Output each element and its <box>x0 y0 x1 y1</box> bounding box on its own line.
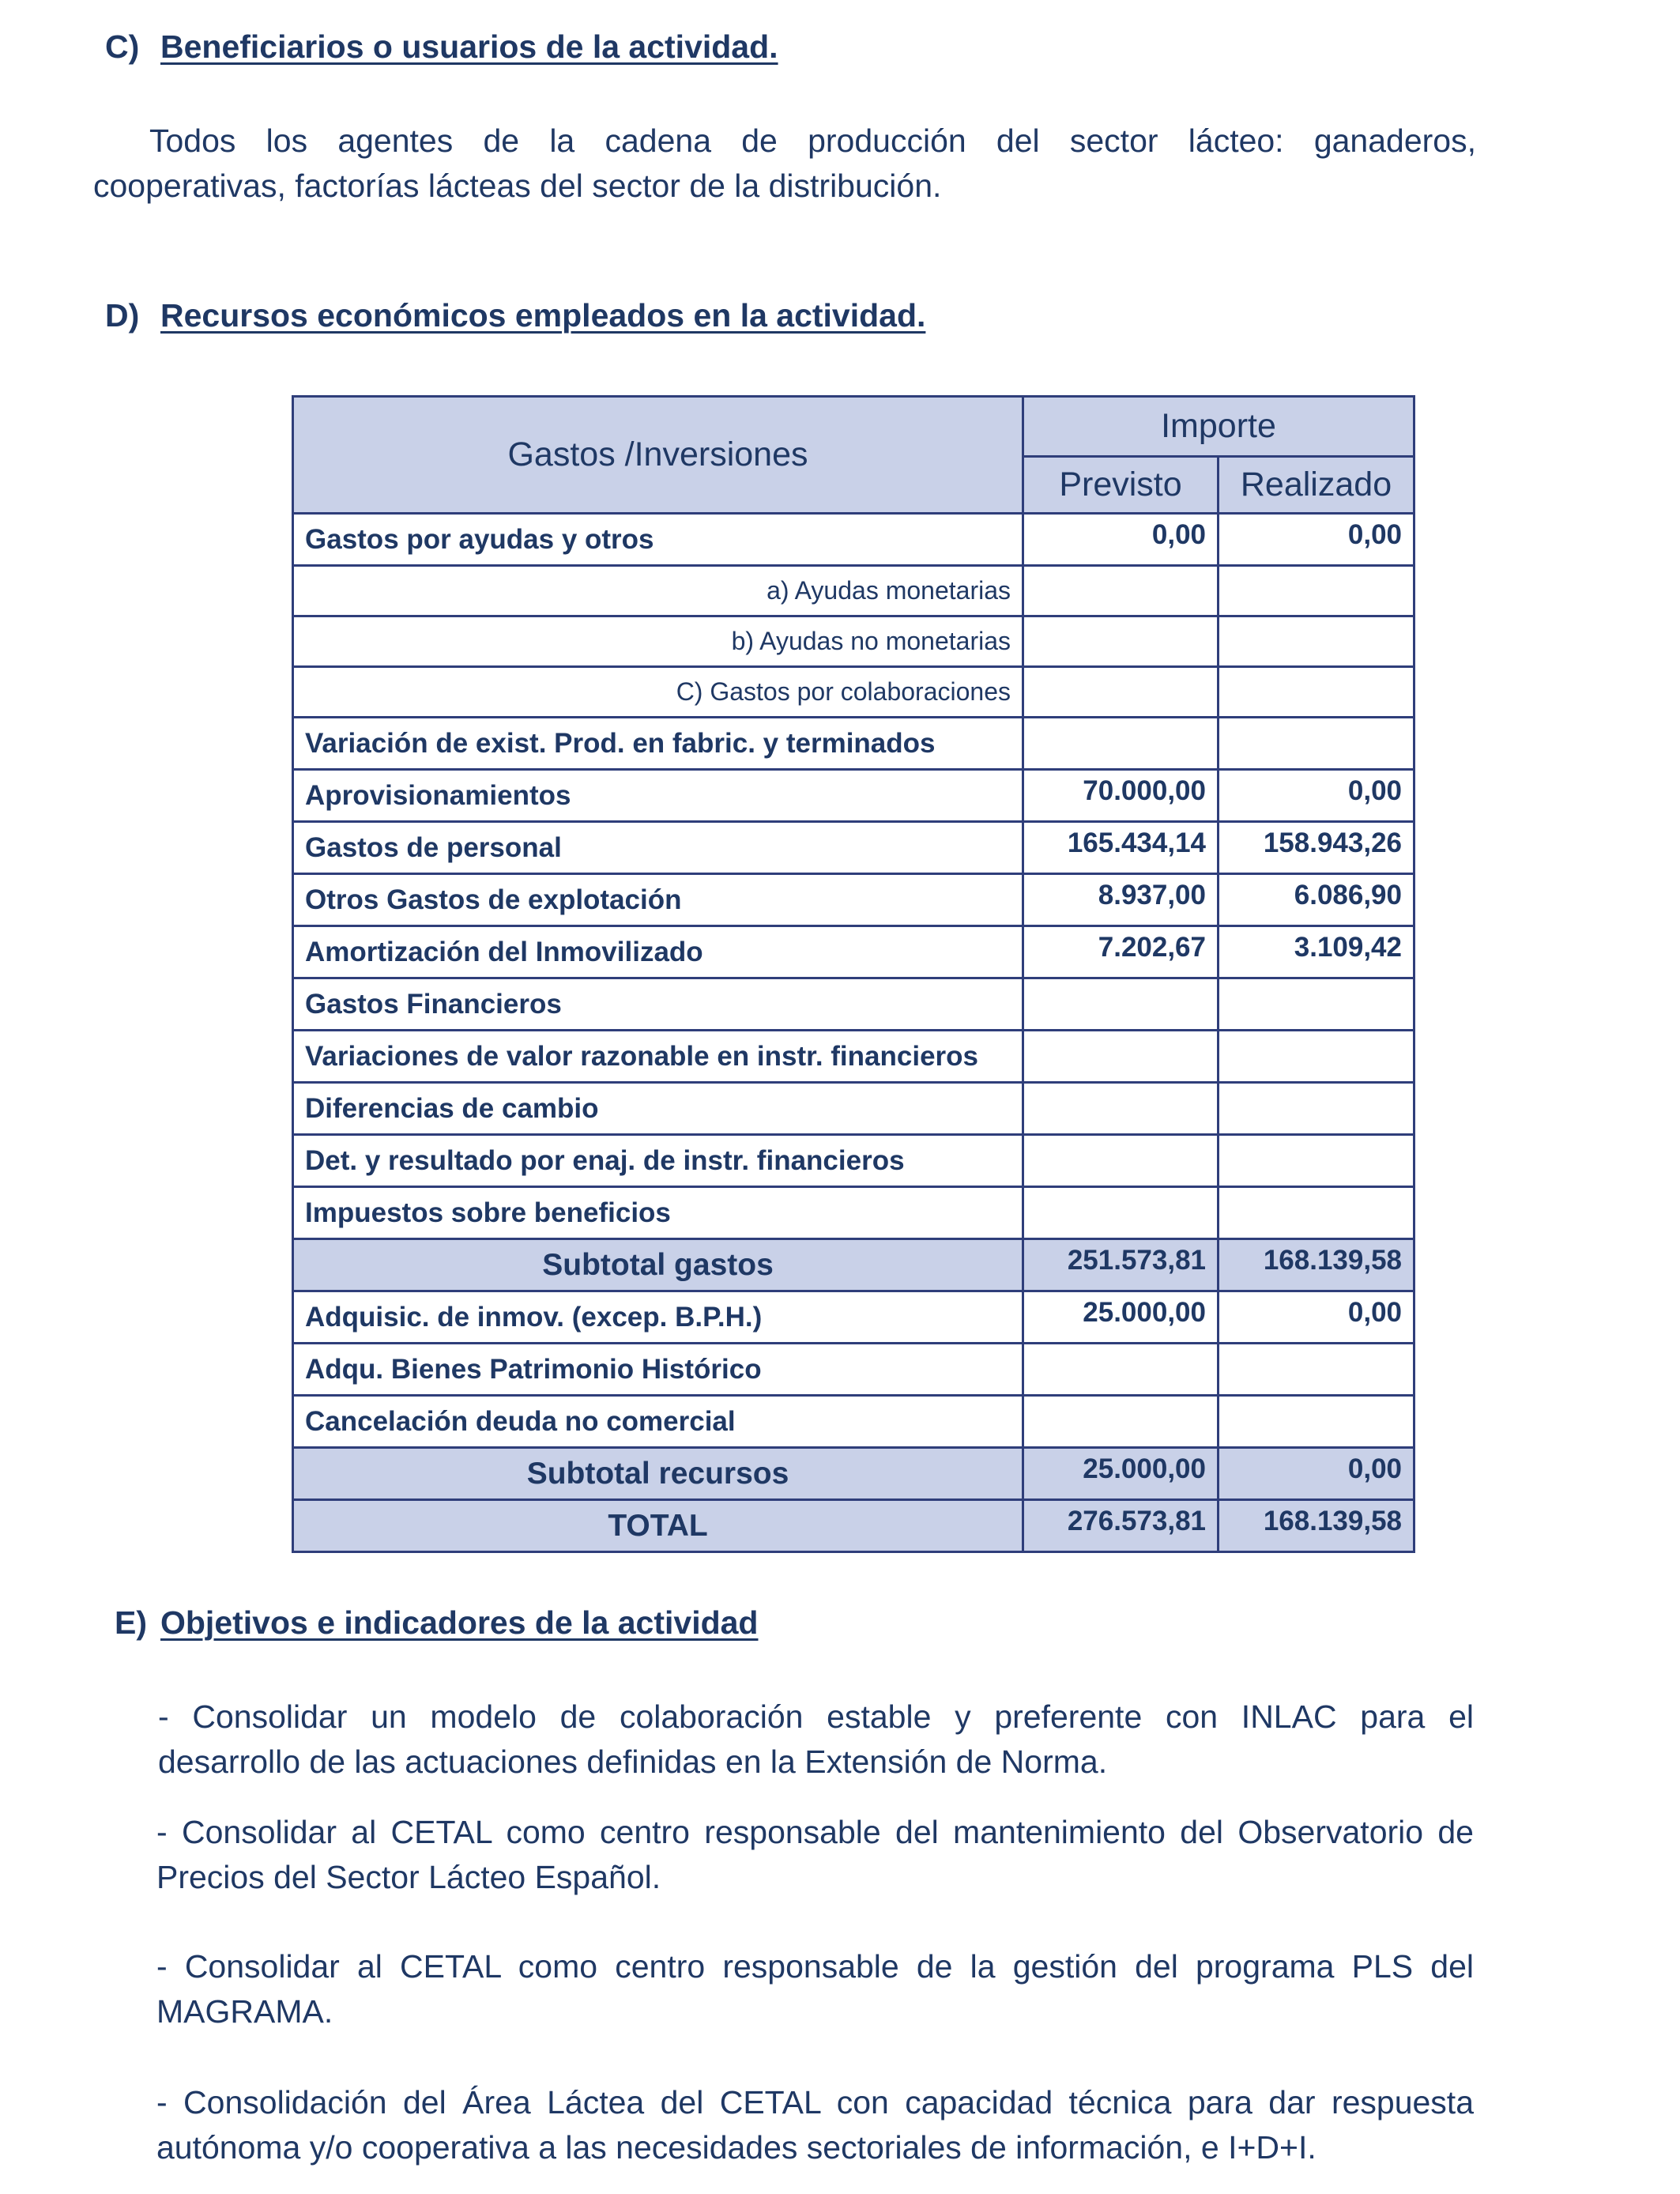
realizado-value <box>1219 566 1414 616</box>
header-gastos-inversiones: Gastos /Inversiones <box>293 397 1023 514</box>
table-row <box>293 978 1414 1031</box>
previsto-value <box>1023 1344 1219 1396</box>
row-label: Gastos Financieros <box>293 978 1023 1031</box>
row-label: Diferencias de cambio <box>293 1083 1023 1135</box>
realizado-value: 0,00 <box>1219 770 1414 822</box>
objective-1-line-2: desarrollo de las actuaciones definidas en la Extensión de Norma. <box>158 1744 1108 1780</box>
realizado-value <box>1219 1344 1414 1396</box>
previsto-value <box>1023 1031 1219 1083</box>
row-label: Impuestos sobre beneficios <box>293 1187 1023 1239</box>
realizado-value <box>1219 1187 1414 1239</box>
section-c-title: Beneficiarios o usuarios de la actividad. <box>160 28 778 65</box>
row-label: b) Ayudas no monetarias <box>293 616 1023 667</box>
row-label: Subtotal gastos <box>293 1239 1023 1291</box>
realizado-value: 168.139,58 <box>1219 1500 1414 1552</box>
table-row <box>293 667 1414 718</box>
previsto-value: 251.573,81 <box>1023 1239 1219 1291</box>
realizado-value <box>1219 616 1414 667</box>
row-label: Gastos de personal <box>293 822 1023 874</box>
table-row <box>293 718 1414 770</box>
objective-item-3 <box>156 1944 1474 2034</box>
section-c-paragraph <box>93 119 1476 209</box>
realizado-value <box>1219 718 1414 770</box>
previsto-value <box>1023 1135 1219 1187</box>
section-e-title: Objetivos e indicadores de la actividad <box>160 1604 759 1641</box>
section-c-letter: C) <box>105 28 140 65</box>
header-previsto: Previsto <box>1023 457 1219 514</box>
table-row <box>293 1239 1414 1291</box>
realizado-value: 158.943,26 <box>1219 822 1414 874</box>
row-label: Subtotal recursos <box>293 1448 1023 1500</box>
row-label: Adquisic. de inmov. (excep. B.P.H.) <box>293 1291 1023 1344</box>
table-row <box>293 1031 1414 1083</box>
row-label: Variación de exist. Prod. en fabric. y terminados <box>293 718 1023 770</box>
section-e-letter: E) <box>115 1604 147 1641</box>
realizado-value: 0,00 <box>1219 1291 1414 1344</box>
objective-1-line-1: - Consolidar un modelo de colaboración estable y preferente con INLAC para el <box>158 1698 1474 1735</box>
row-label: Aprovisionamientos <box>293 770 1023 822</box>
previsto-value <box>1023 1396 1219 1448</box>
row-label: Variaciones de valor razonable en instr. financieros <box>293 1031 1023 1083</box>
row-label: Gastos por ayudas y otros <box>293 514 1023 566</box>
realizado-value: 168.139,58 <box>1219 1239 1414 1291</box>
table-row <box>293 874 1414 926</box>
table-row <box>293 514 1414 566</box>
objective-3-line-2: MAGRAMA. <box>156 1993 333 2030</box>
section-d-heading <box>105 297 925 334</box>
objective-item-1 <box>158 1695 1474 1785</box>
table-row <box>293 1500 1414 1552</box>
realizado-value: 6.086,90 <box>1219 874 1414 926</box>
previsto-value <box>1023 566 1219 616</box>
previsto-value <box>1023 1187 1219 1239</box>
row-label: Cancelación deuda no comercial <box>293 1396 1023 1448</box>
objective-4-line-2: autónoma y/o cooperativa a las necesidades sectoriales de información, e I+D+I. <box>156 2129 1317 2166</box>
previsto-value: 25.000,00 <box>1023 1291 1219 1344</box>
realizado-value <box>1219 1396 1414 1448</box>
realizado-value: 0,00 <box>1219 514 1414 566</box>
previsto-value: 8.937,00 <box>1023 874 1219 926</box>
section-d-title: Recursos económicos empleados en la actividad. <box>160 297 926 334</box>
realizado-value <box>1219 1135 1414 1187</box>
previsto-value: 25.000,00 <box>1023 1448 1219 1500</box>
realizado-value <box>1219 1083 1414 1135</box>
table-row <box>293 1344 1414 1396</box>
table-row <box>293 770 1414 822</box>
row-label: Amortización del Inmovilizado <box>293 926 1023 978</box>
table-row <box>293 1187 1414 1239</box>
row-label: Det. y resultado por enaj. de instr. financieros <box>293 1135 1023 1187</box>
table-row <box>293 566 1414 616</box>
table-row <box>293 926 1414 978</box>
row-label: Otros Gastos de explotación <box>293 874 1023 926</box>
previsto-value <box>1023 1083 1219 1135</box>
objective-item-4 <box>156 2080 1474 2170</box>
previsto-value: 276.573,81 <box>1023 1500 1219 1552</box>
table-row <box>293 1135 1414 1187</box>
previsto-value: 165.434,14 <box>1023 822 1219 874</box>
section-e-heading <box>115 1604 758 1642</box>
table-row <box>293 822 1414 874</box>
realizado-value <box>1219 667 1414 718</box>
previsto-value <box>1023 978 1219 1031</box>
header-realizado: Realizado <box>1219 457 1414 514</box>
previsto-value: 70.000,00 <box>1023 770 1219 822</box>
table-row <box>293 616 1414 667</box>
realizado-value <box>1219 1031 1414 1083</box>
row-label: TOTAL <box>293 1500 1023 1552</box>
row-label: Adqu. Bienes Patrimonio Histórico <box>293 1344 1023 1396</box>
previsto-value: 7.202,67 <box>1023 926 1219 978</box>
previsto-value: 0,00 <box>1023 514 1219 566</box>
section-c-heading <box>105 28 778 66</box>
objective-4-line-1: - Consolidación del Área Láctea del CETAL con capacidad técnica para dar respuesta <box>156 2084 1474 2120</box>
section-c-line-1: Todos los agentes de la cadena de producción del sector lácteo: ganaderos, <box>149 123 1476 159</box>
realizado-value <box>1219 978 1414 1031</box>
row-label: a) Ayudas monetarias <box>293 566 1023 616</box>
table-row <box>293 1448 1414 1500</box>
previsto-value <box>1023 616 1219 667</box>
table-row <box>293 1396 1414 1448</box>
previsto-value <box>1023 718 1219 770</box>
table-row <box>293 1291 1414 1344</box>
objective-2-line-1: - Consolidar al CETAL como centro responsable del mantenimiento del Observatorio de <box>156 1814 1474 1850</box>
realizado-value: 0,00 <box>1219 1448 1414 1500</box>
row-label: C) Gastos por colaboraciones <box>293 667 1023 718</box>
budget-table <box>292 395 1415 1553</box>
objective-2-line-2: Precios del Sector Lácteo Español. <box>156 1859 661 1895</box>
header-importe: Importe <box>1023 397 1414 457</box>
table-row <box>293 1083 1414 1135</box>
section-d-letter: D) <box>105 297 140 334</box>
realizado-value: 3.109,42 <box>1219 926 1414 978</box>
objective-item-2 <box>156 1810 1474 1900</box>
section-c-line-2: cooperativas, factorías lácteas del sector de la distribución. <box>93 168 942 204</box>
objective-3-line-1: - Consolidar al CETAL como centro responsable de la gestión del programa PLS del <box>156 1948 1474 1985</box>
previsto-value <box>1023 667 1219 718</box>
